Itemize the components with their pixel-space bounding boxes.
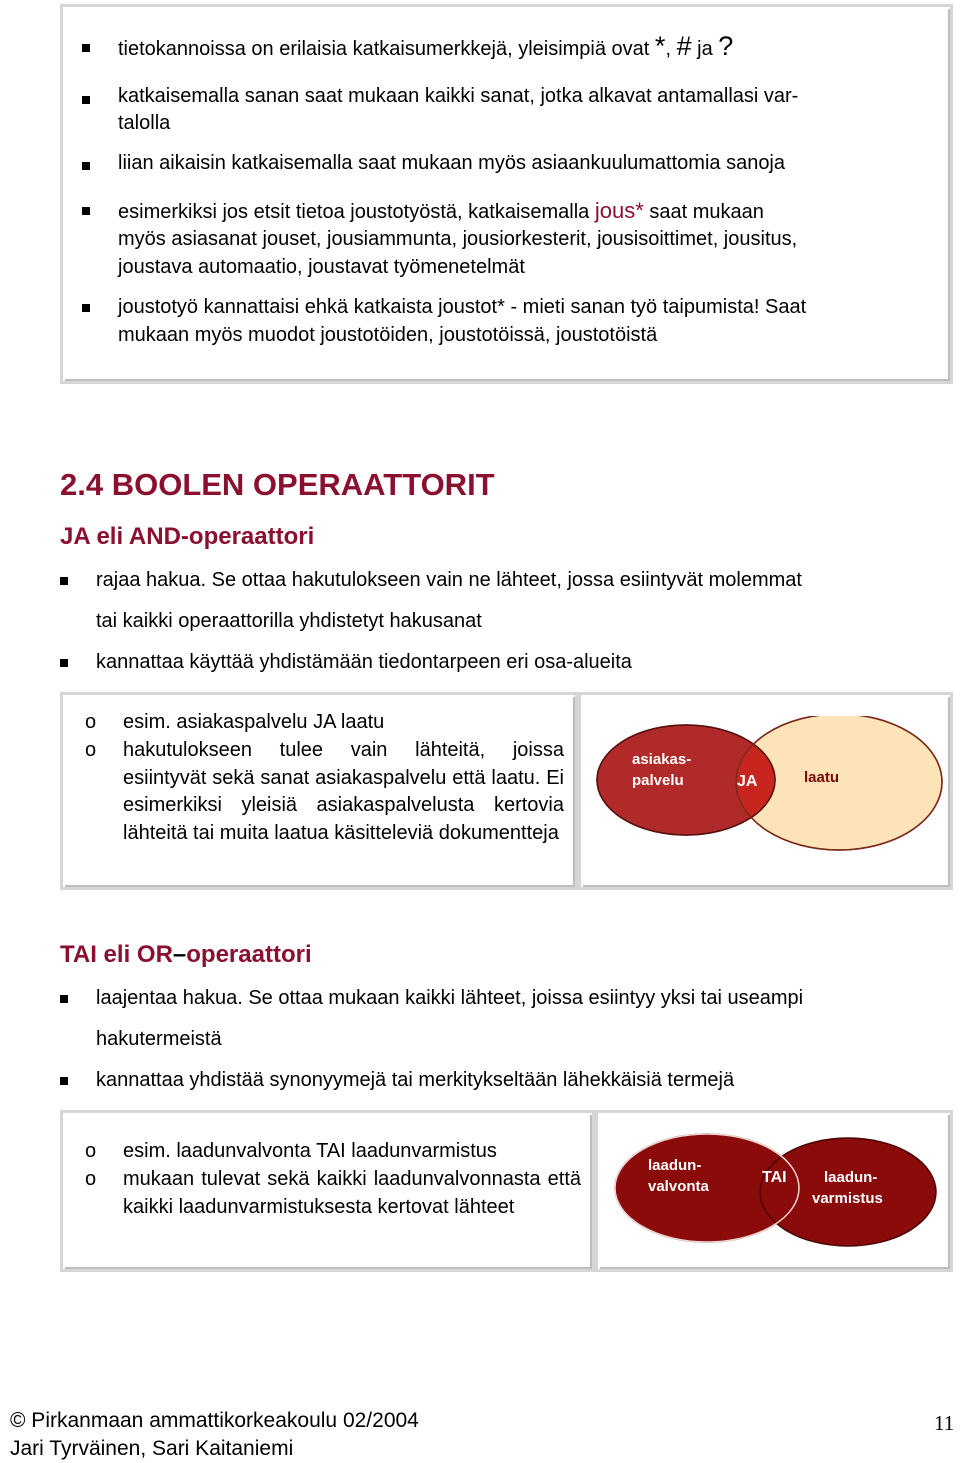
- bullet-text: esimerkiksi jos etsit tietoa joustotyöstä, katkaisemalla jous* saat mukaan: [118, 198, 764, 223]
- venn-center-label: TAI: [762, 1169, 787, 1186]
- or-heading: TAI eli OR–operaattori: [60, 941, 312, 968]
- venn-left-label: laadun-: [648, 1157, 702, 1174]
- and-venn-diagram: [594, 716, 944, 866]
- venn-left-label: palvelu: [632, 772, 684, 789]
- bullet-text-cont: hakutermeistä: [96, 1028, 222, 1050]
- heading-dash: –: [172, 941, 187, 968]
- sub-bullet-marker: o: [85, 711, 97, 733]
- bullet-text: rajaa hakua. Se ottaa hakutulokseen vain ne lähteet, jossa esiintyvät molemmat: [96, 569, 802, 591]
- example-text: mukaan tulevat sekä kaikki laadunvalvonnasta että kaikki laadunvarmistuksesta kertovat lähteet: [123, 1168, 581, 1218]
- bullet-text: katkaisemalla sanan saat mukaan kaikki sanat, jotka alkavat antamallasi var-: [118, 85, 799, 107]
- example-text: hakutulokseen tulee vain lähteitä, joissa esiintyvät sekä sanat asiakaspalvelu että laatu. Ei esimerkiksi yleisiä asiakaspalvelusta kertovia lähteitä tai muita laatua käsitteleviä dokumentteja: [123, 739, 564, 844]
- bullet-text-cont: myös asiasanat jouset, jousiammunta, jousiorkesterit, jousisoittimet, jousitus,: [118, 228, 798, 250]
- bullet-square-icon: [60, 577, 68, 585]
- sub-bullet-marker: o: [85, 1140, 97, 1162]
- question-symbol: ?: [718, 31, 734, 61]
- asterisk-symbol: *: [654, 31, 666, 61]
- venn-left-label: asiakas-: [632, 751, 692, 768]
- venn-center-label: JA: [737, 773, 758, 790]
- bullet-square-icon: [60, 995, 68, 1003]
- bullet-square-icon: [82, 162, 90, 170]
- page-number: 11: [934, 1411, 955, 1435]
- footer-copyright: © Pirkanmaan ammattikorkeakoulu 02/2004: [10, 1409, 419, 1432]
- bullet-square-icon: [82, 207, 90, 215]
- bullet-square-icon: [60, 659, 68, 667]
- bullet-text-cont: tai kaikki operaattorilla yhdistetyt hakusanat: [96, 610, 482, 632]
- bullet-text-cont: talolla: [118, 112, 171, 134]
- example-text: esim. asiakaspalvelu JA laatu: [123, 711, 385, 733]
- bullet-text: kannattaa käyttää yhdistämään tiedontarpeen eri osa-alueita: [96, 651, 632, 673]
- bullet-text: liian aikaisin katkaisemalla saat mukaan myös asiaankuulumattomia sanoja: [118, 152, 786, 174]
- bullet-text: laajentaa hakua. Se ottaa mukaan kaikki lähteet, joissa esiintyy yksi tai useampi: [96, 987, 804, 1009]
- example-text: esim. laadunvalvonta TAI laadunvarmistus: [123, 1140, 497, 1162]
- bullet-square-icon: [82, 304, 90, 312]
- bullet-text: tietokannoissa on erilaisia katkaisumerkkejä, yleisimpiä ovat *, # ja ?: [118, 31, 734, 61]
- sub-bullet-marker: o: [85, 739, 97, 761]
- venn-right-label: laatu: [804, 769, 840, 786]
- bullet-text: joustotyö kannattaisi ehkä katkaista joustot* - mieti sanan työ taipumista! Saat: [118, 296, 807, 318]
- bullet-square-icon: [82, 44, 90, 52]
- bullet-text: kannattaa yhdistää synonyymejä tai merkitykseltään lähekkäisiä termejä: [96, 1069, 735, 1091]
- bullet-square-icon: [82, 96, 90, 104]
- jous-highlight: jous*: [594, 198, 644, 223]
- venn-left-label: valvonta: [648, 1178, 709, 1195]
- section-title: 2.4 BOOLEN OPERAATTORIT: [60, 467, 495, 502]
- footer-authors: Jari Tyrväinen, Sari Kaitaniemi: [10, 1437, 294, 1460]
- venn-right-label: laadun-: [824, 1169, 878, 1186]
- or-venn-diagram: [612, 1128, 942, 1258]
- sub-bullet-marker: o: [85, 1168, 97, 1190]
- bullet-text-cont: joustava automaatio, joustavat työmenetelmät: [118, 256, 525, 278]
- venn-right-label: varmistus: [812, 1190, 883, 1207]
- and-heading: JA eli AND-operaattori: [60, 523, 315, 550]
- bullet-text-cont: mukaan myös muodot joustotöiden, joustotöissä, joustotöistä: [118, 324, 658, 346]
- bullet-square-icon: [60, 1077, 68, 1085]
- hash-symbol: #: [676, 31, 692, 61]
